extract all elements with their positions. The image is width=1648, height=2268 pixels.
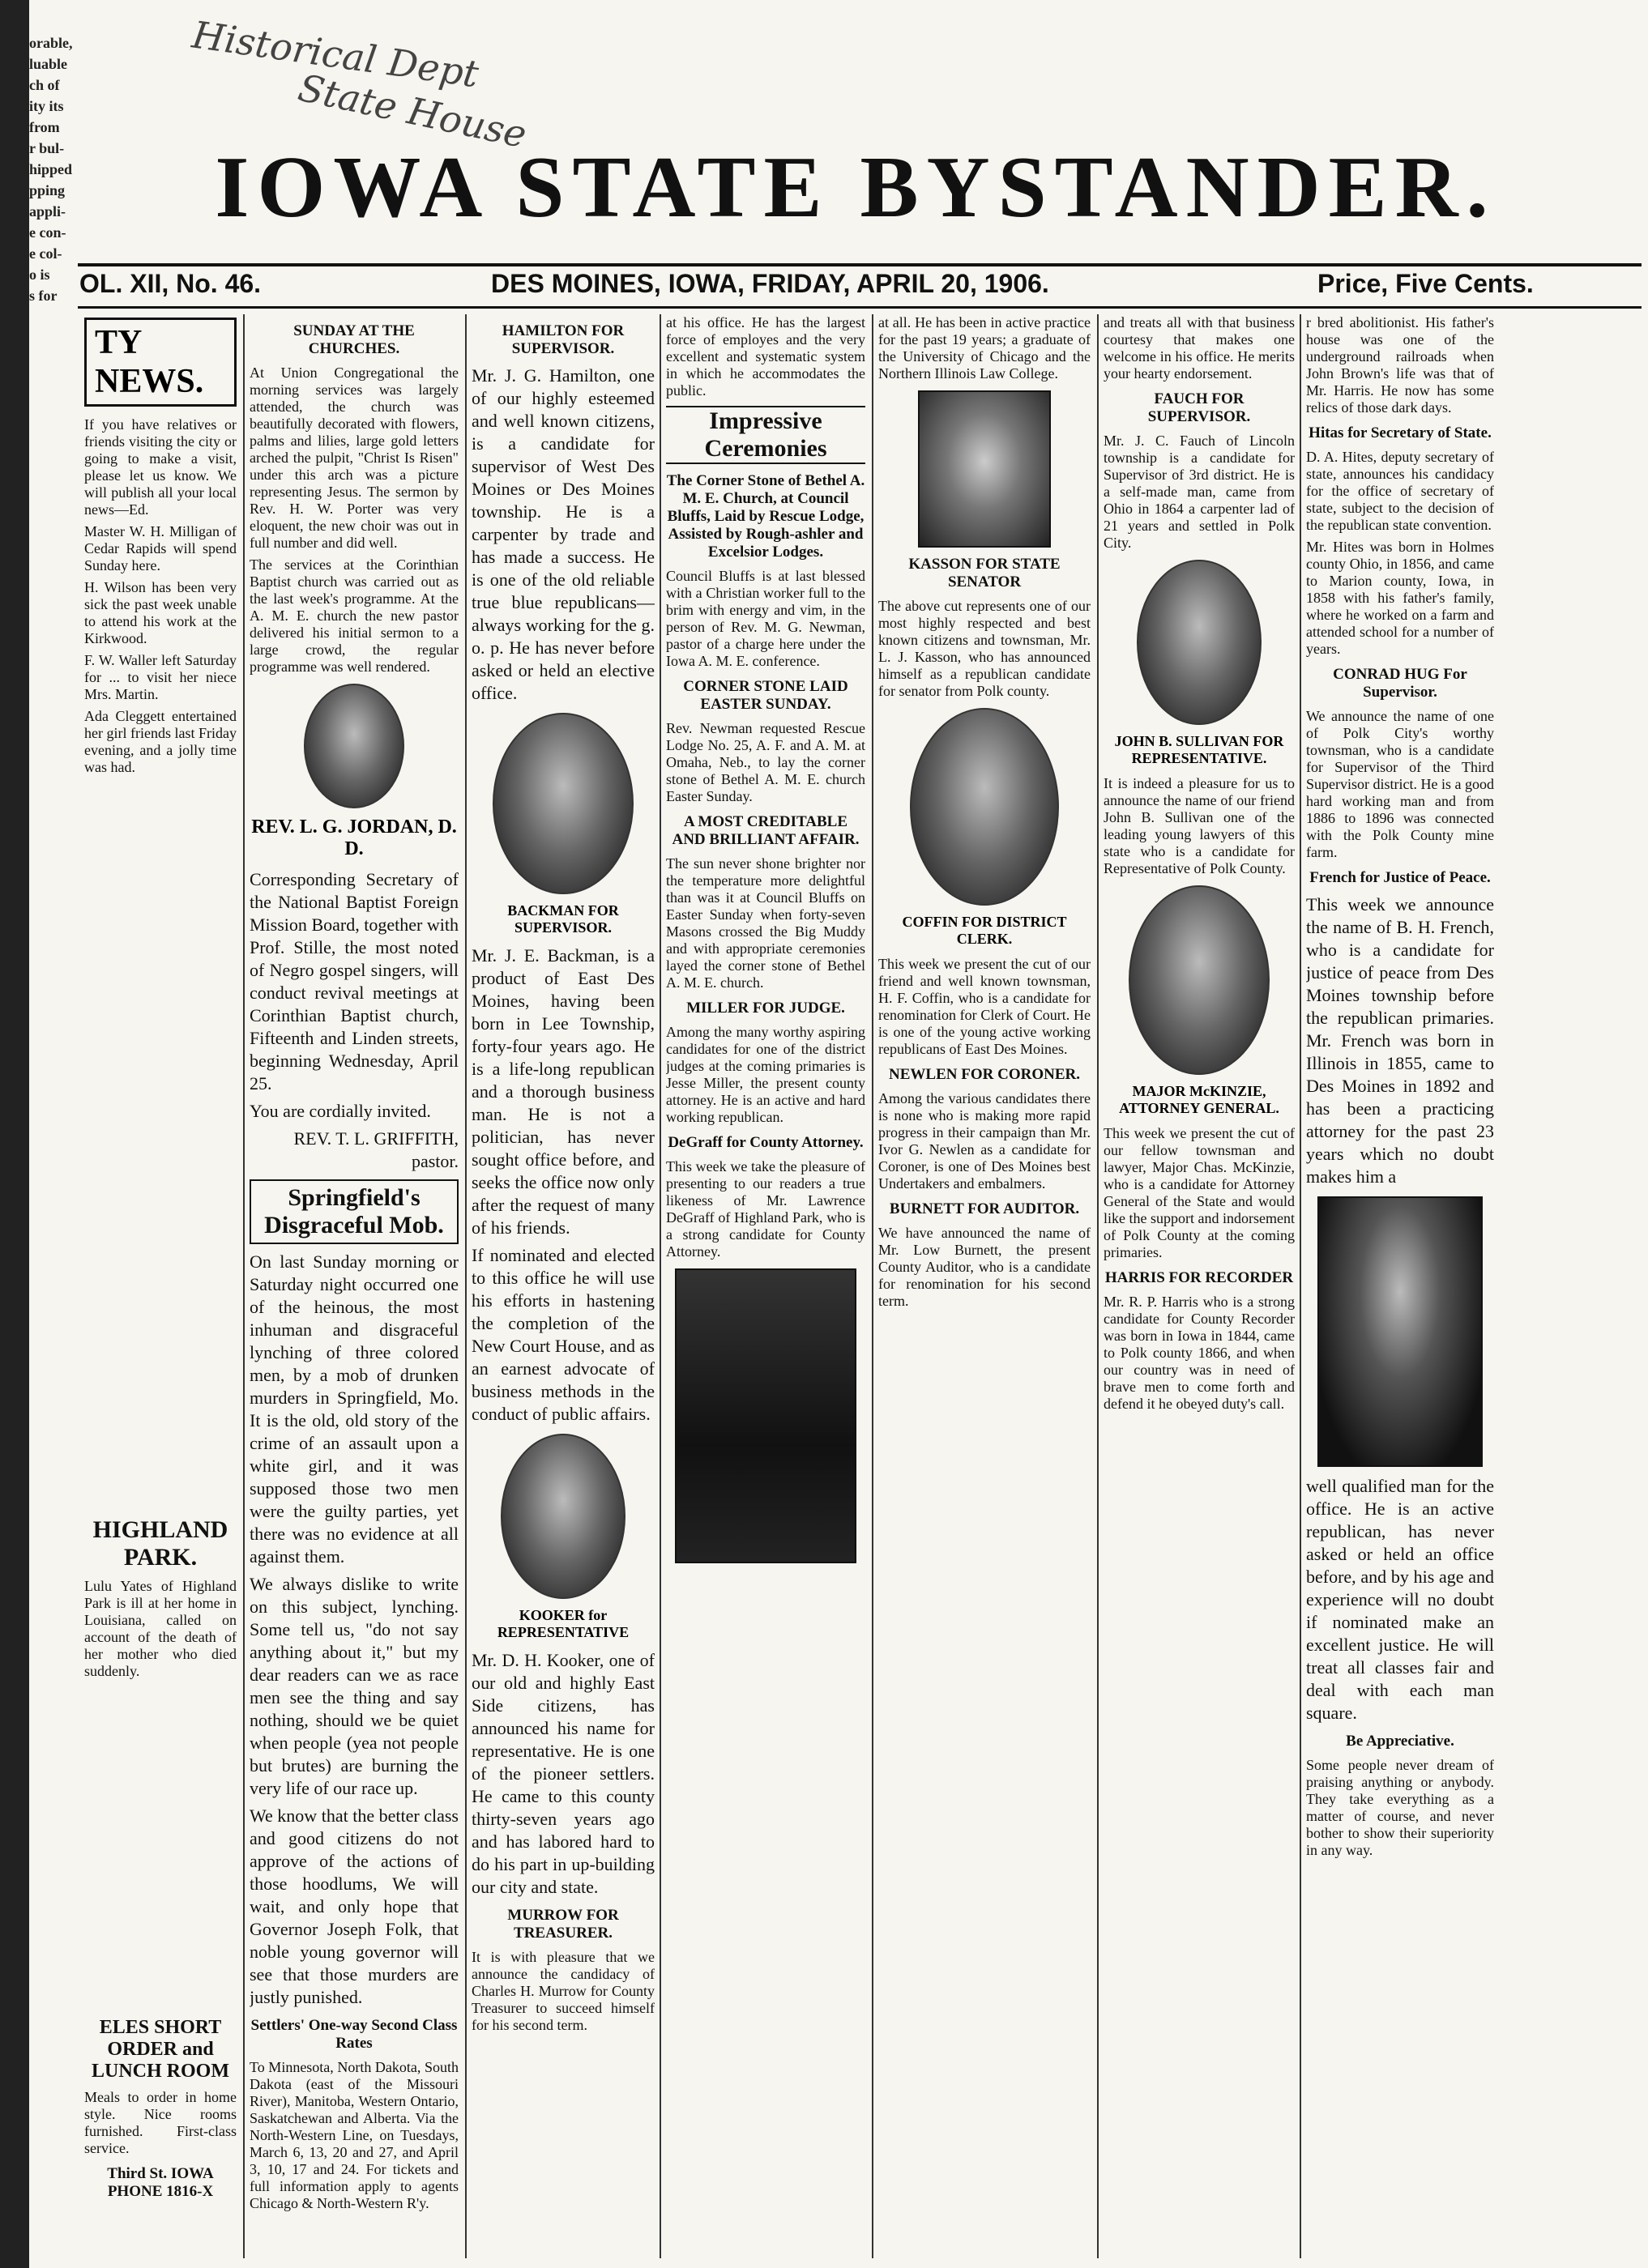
highland-park-heading: HIGHLAND PARK.: [92, 1516, 228, 1571]
rule-bottom: [78, 306, 1642, 309]
paragraph: If nominated and elected to this office he will use his efforts in hastening the completion of the New Court House, and as an earnest advocate of business methods in the conduct of public affairs.: [472, 1245, 655, 1424]
headline: Impressive Ceremonies: [666, 406, 865, 464]
paragraph: Mr. J. E. Backman, is a product of East Des Moines, having been born in Lee Township, forty-four years ago. He is a life-long republican and a thorough business man. He is not a politician, has never sought office before, and seeks the office now only after the request of many of his friends.: [472, 945, 655, 1238]
headline: HARRIS FOR RECORDER: [1104, 1269, 1294, 1286]
caption: KOOKER for REPRESENTATIVE: [497, 1607, 630, 1640]
strip-line: o is: [29, 266, 50, 283]
headline: Be Appreciative.: [1346, 1733, 1454, 1750]
headline: SUNDAY AT THE CHURCHES.: [293, 322, 415, 357]
caption: REV. L. G. JORDAN, D. D.: [251, 816, 457, 859]
paragraph: Mr. J. C. Fauch of Lincoln township is a candidate for Supervisor of 3rd district. He is a self-made man, came from Ohio in 1864 a carpenter lad of 21 years and settled in Polk City.: [1104, 433, 1295, 551]
portrait-sullivan: [1137, 560, 1262, 725]
portrait-kooker: [501, 1434, 625, 1599]
paragraph: at his office. He has the largest force of employes and the very excellent and systematic system in which he accommodates the public.: [666, 314, 865, 399]
headline: NEWLEN FOR CORONER.: [889, 1066, 1080, 1083]
subheadline: The Corner Stone of Bethel A. M. E. Church, at Council Bluffs, Laid by Rescue Lodge, Assisted by Rough-ashler and Excelsior Lodges.: [666, 472, 865, 561]
rule-top: [78, 263, 1642, 266]
paragraph: To Minnesota, North Dakota, South Dakota (east of the Missouri River), Manitoba, Western Ontario, Saskatchewan and Alberta. Via the North-Western Line, on Tuesdays, March 6, 13, 20 and 27, and April 3, 10, 17 and 24. For tickets and full information apply to agents Chicago & North-Western R'y.: [250, 2059, 459, 2211]
strip-line: hipped: [29, 161, 73, 177]
paragraph: It is indeed a pleasure for us to announce the name of our friend John B. Sullivan one of the leading young lawyers of this state who is a candidate for Representative of Polk County.: [1104, 775, 1295, 876]
masthead-title: IOWA STATE BYSTANDER.: [215, 139, 1496, 236]
column-7: [1306, 314, 1494, 2260]
strip-line: orable,: [29, 35, 73, 51]
caption: COFFIN FOR DISTRICT CLERK.: [902, 914, 1067, 947]
photo-french: [1317, 1196, 1483, 1467]
paragraph: r bred abolitionist. His father's house was one of the underground railroads when John Brown's life was that of Mr. Harris. He now has some relics of those dark days.: [1306, 314, 1494, 416]
caption: MAJOR McKINZIE, ATTORNEY GENERAL.: [1119, 1083, 1279, 1116]
paragraph: Mr. Hites was born in Holmes county Ohio, in 1856, and came to Marion county, Iowa, in 1858 with his father's family, where he worked on a farm and attended school for a number of years.: [1306, 539, 1494, 657]
paragraph: Rev. Newman requested Rescue Lodge No. 25, A. F. and A. M. at Omaha, Neb., to lay the corner stone of Bethel A. M. E. church Easter Sunday.: [666, 720, 865, 804]
strip-line: pping: [29, 182, 66, 198]
headline: MURROW FOR TREASURER.: [507, 1907, 619, 1942]
paragraph: Some people never dream of praising anything or anybody. They take everything as a matter of course, and never bother to show their superiority in any way.: [1306, 1757, 1494, 1858]
paragraph: This week we present the cut of our fellow townsman and lawyer, Major Chas. McKinzie, who is a candidate for Attorney General of the State and would like the support and indorsement of Polk County at the coming primaries.: [1104, 1125, 1295, 1260]
strip-line: from: [29, 119, 60, 135]
paragraph: Master W. H. Milligan of Cedar Rapids will spend Sunday here.: [84, 523, 237, 573]
paragraph: If you have relatives or friends visiting the city or going to make a visit, please let us know. We will publish all your local news—Ed.: [84, 416, 237, 518]
paragraph: Corresponding Secretary of the National Baptist Foreign Mission Board, together with Prof. Stille, the most noted of Negro gospel singers, will conduct revival meetings at Corinthian Baptist church, Fifteenth and Linden streets, beginning Wednesday, April 25.: [250, 869, 459, 1094]
paragraph: Lulu Yates of Highland Park is ill at her home in Louisiana, called on account of the death of her mother who died suddenly.: [84, 1578, 237, 1679]
column-5: [878, 314, 1091, 2260]
ad-footer: Third St. IOWA PHONE 1816-X: [107, 2165, 214, 2200]
headline: CONRAD HUG For Supervisor.: [1333, 666, 1467, 701]
paragraph: H. Wilson has been very sick the past week unable to attend his work at the Kirkwood.: [84, 579, 237, 646]
paragraph: This week we take the pleasure of presenting to our readers a true likeness of Mr. Lawrence DeGraff of Highland Park, who is a strong candidate for County Attorney.: [666, 1158, 865, 1260]
strip-line: s for: [29, 288, 58, 304]
column-rule: [243, 314, 245, 2258]
subheadline: CORNER STONE LAID EASTER SUNDAY.: [683, 678, 848, 713]
column-rule: [1097, 314, 1099, 2258]
headline: DeGraff for County Attorney.: [668, 1134, 864, 1151]
paragraph: We have announced the name of Mr. Low Burnett, the present County Auditor, who is a candidate for renomination for his second term.: [878, 1225, 1091, 1309]
column-2: [250, 314, 459, 2260]
paragraph: Ada Cleggett entertained her girl friends last Friday evening, and a jolly time was had.: [84, 708, 237, 775]
strip-line: ch of: [29, 77, 60, 93]
headline: MILLER FOR JUDGE.: [686, 1000, 845, 1017]
paragraph: The sun never shone brighter nor the temperature more delightful than was it at Council Bluffs on Easter Sunday when forty-seven Masons crossed the Big Muddy and with appropriate ceremonies layed the corner stone of Bethel A. M. E. church.: [666, 855, 865, 991]
signature: REV. T. L. GRIFFITH, pastor.: [293, 1128, 459, 1171]
headline: HAMILTON FOR SUPERVISOR.: [502, 322, 625, 357]
headline: KASSON FOR STATE SENATOR: [908, 556, 1061, 590]
handwritten-note-line2: State House: [294, 65, 531, 157]
headline: Springfield's Disgraceful Mob.: [250, 1179, 459, 1244]
volume-number: OL. XII, No. 46.: [79, 269, 262, 298]
column-3: [472, 314, 655, 2260]
portrait-coffin: [910, 708, 1059, 906]
strip-line: e con-: [29, 224, 66, 241]
paragraph: At Union Congregational the morning services was largely attended, the church was beautifully decorated with flowers, palms and lilies, large gold letters arched the pulpit, "Christ Is Risen" under this arch was a picture representing Jesus. The sermon by Rev. H. W. Porter was very eloquent, the new choir was out in full number and did well.: [250, 364, 459, 551]
paragraph: well qualified man for the office. He is an active republican, has never asked or held an office before, and by his age and experience will no doubt if nominated make an excellent justice. He will treat all classes fair and deal with each man square.: [1306, 1476, 1494, 1723]
portrait-backman: [493, 713, 634, 894]
paragraph: We announce the name of one of Polk City's worthy townsman, who is a candidate for Supervisor of the Third Supervisor district. He is a good hard working man and from 1886 to 1896 was connected with the Polk County mine farm.: [1306, 708, 1494, 860]
paragraph: On last Sunday morning or Saturday night occurred one of the heinous, the most inhuman and disgraceful lynching of three colored men, by a mob of drunken murders in Springfield, Mo. It is the old, old story of the crime of an assault upon a white girl, and it was supposed those two men were the guilty parties, yet there was no evidence at all against them.: [250, 1251, 459, 1567]
column-filler: [84, 1685, 237, 2009]
headline: FAUCH FOR SUPERVISOR.: [1147, 390, 1251, 425]
column-4: [666, 314, 865, 2260]
paragraph: Mr. J. G. Hamilton, one of our highly esteemed and well known citizens, is a candidate for supervisor of West Des Moines or Des Moines township. He is a carpenter by trade and has made a success. He is one of the old reliable true blue republicans—always working for the g. o. p. He has never before asked or held an elective office.: [472, 365, 655, 703]
price: Price, Five Cents.: [1317, 269, 1534, 298]
newspaper-page: [29, 0, 1648, 2268]
strip-line: luable: [29, 56, 68, 72]
caption: BACKMAN FOR SUPERVISOR.: [507, 902, 619, 936]
paragraph: Among the many worthy aspiring candidates for one of the district judges at the coming primaries is Jesse Miller, the present county attorney. He is an active and hard working republican.: [666, 1024, 865, 1125]
lunch-room-ad-heading: ELES SHORT ORDER and LUNCH ROOM: [92, 2017, 229, 2082]
strip-line: r bul-: [29, 140, 65, 156]
place-date: DES MOINES, IOWA, FRIDAY, APRIL 20, 1906.: [491, 269, 1049, 298]
subheadline: A MOST CREDITABLE AND BRILLIANT AFFAIR.: [672, 813, 860, 848]
paragraph: The services at the Corinthian Baptist church was carried out as the last week's programme. At the A. M. E. church the new pastor delivered his initial sermon to a large crowd, the regular programme was well rendered.: [250, 556, 459, 675]
binding-gutter: [0, 0, 29, 2268]
column-rule: [1300, 314, 1301, 2258]
paragraph: F. W. Waller left Saturday for ... to visit her niece Mrs. Martin.: [84, 652, 237, 702]
paragraph: This week we present the cut of our friend and well known townsman, H. F. Coffin, who is a candidate for renomination for Clerk of Court. He is one of the young active working republicans of East Des Moines.: [878, 956, 1091, 1057]
column-rule: [872, 314, 873, 2258]
strip-line: ity its: [29, 98, 64, 114]
paragraph: Mr. R. P. Harris who is a strong candidate for County Recorder was born in Iowa in 1844, came to Polk county 1866, and when our country was in need of brave men to come forth and defend it he obeyed duty's call.: [1104, 1294, 1295, 1412]
strip-line: appli-: [29, 203, 66, 220]
handwritten-note-line1: Historical Dept: [189, 12, 481, 96]
portrait-mckinzie: [1129, 885, 1270, 1075]
paragraph: We always dislike to write on this subject, lynching. Some tell us, "do not say anything about it," but my dear readers can we as race men see the thing and say nothing, should we be quiet when people (yea not people but brutes) are burning the very life of our race up.: [250, 1574, 459, 1798]
strip-line: e col-: [29, 245, 62, 262]
paragraph: We know that the better class and good citizens do not approve of the actions of those hoodlums, We will wait, and only hope that Governor Joseph Folk, that noble young governor will see that those murders are justly punished.: [250, 1805, 459, 2007]
headline: BURNETT FOR AUDITOR.: [889, 1200, 1080, 1217]
city-news-heading: TY NEWS.: [84, 318, 237, 407]
column-filler: [84, 781, 237, 1510]
photo-degraff: [675, 1268, 856, 1563]
column-rule: [660, 314, 661, 2258]
photo-kasson: [918, 390, 1051, 548]
paragraph: This week we announce the name of B. H. French, who is a candidate for justice of peace from Des Moines township before the republican primaries. Mr. French was born in Illinois in 1855, came to Des Moines in 1892 and has been a practicing attorney for the past 23 years which no doubt makes him a: [1306, 894, 1494, 1187]
headline: French for Justice of Peace.: [1309, 869, 1491, 886]
column-1: [84, 314, 237, 2260]
caption: JOHN B. SULLIVAN FOR REPRESENTATIVE.: [1114, 733, 1284, 766]
paragraph: and treats all with that business courtesy that makes one welcome in his office. He merits your hearty endorsement.: [1104, 314, 1295, 382]
headline: Settlers' One-way Second Class Rates: [250, 2017, 458, 2052]
paragraph: Meals to order in home style. Nice rooms furnished. First-class service.: [84, 2089, 237, 2156]
paragraph: You are cordially invited.: [250, 1101, 431, 1121]
paragraph: Mr. D. H. Kooker, one of our old and highly East Side citizens, has announced his name for representative. He is one of the pioneer settlers. He came to this county thirty-seven years ago and has labored hard to do his part in up-building our city and state.: [472, 1650, 655, 1897]
paragraph: at all. He has been in active practice for the past 19 years; a graduate of the University of Chicago and the Northern Illinois Law College.: [878, 314, 1091, 382]
column-rule: [465, 314, 467, 2258]
paragraph: Council Bluffs is at last blessed with a Christian worker full to the brim with energy and vim, in the person of Rev. M. G. Newman, pastor of a charge here under the Iowa A. M. E. conference.: [666, 568, 865, 669]
left-cropped-strip: [29, 32, 78, 2268]
paragraph: It is with pleasure that we announce the candidacy of Charles H. Murrow for County Treasurer to succeed himself for his second term.: [472, 1949, 655, 2033]
column-6: [1104, 314, 1295, 2260]
portrait-jordan: [304, 684, 404, 808]
paragraph: D. A. Hites, deputy secretary of state, announces his candidacy for the office of secretary of state, subject to the decision of the republican state convention.: [1306, 449, 1494, 533]
paragraph: Among the various candidates there is none who is making more rapid progress in their campaign than Mr. Ivor G. Newlen as a candidate for Coroner, is one of Des Moines best Undertakers and embalmers.: [878, 1090, 1091, 1192]
headline: Hitas for Secretary of State.: [1309, 424, 1492, 441]
paragraph: The above cut represents one of our most highly respected and best known citizens and townsman, Mr. L. J. Kasson, who has announced himself as a republican candidate for senator from Polk county.: [878, 598, 1091, 699]
